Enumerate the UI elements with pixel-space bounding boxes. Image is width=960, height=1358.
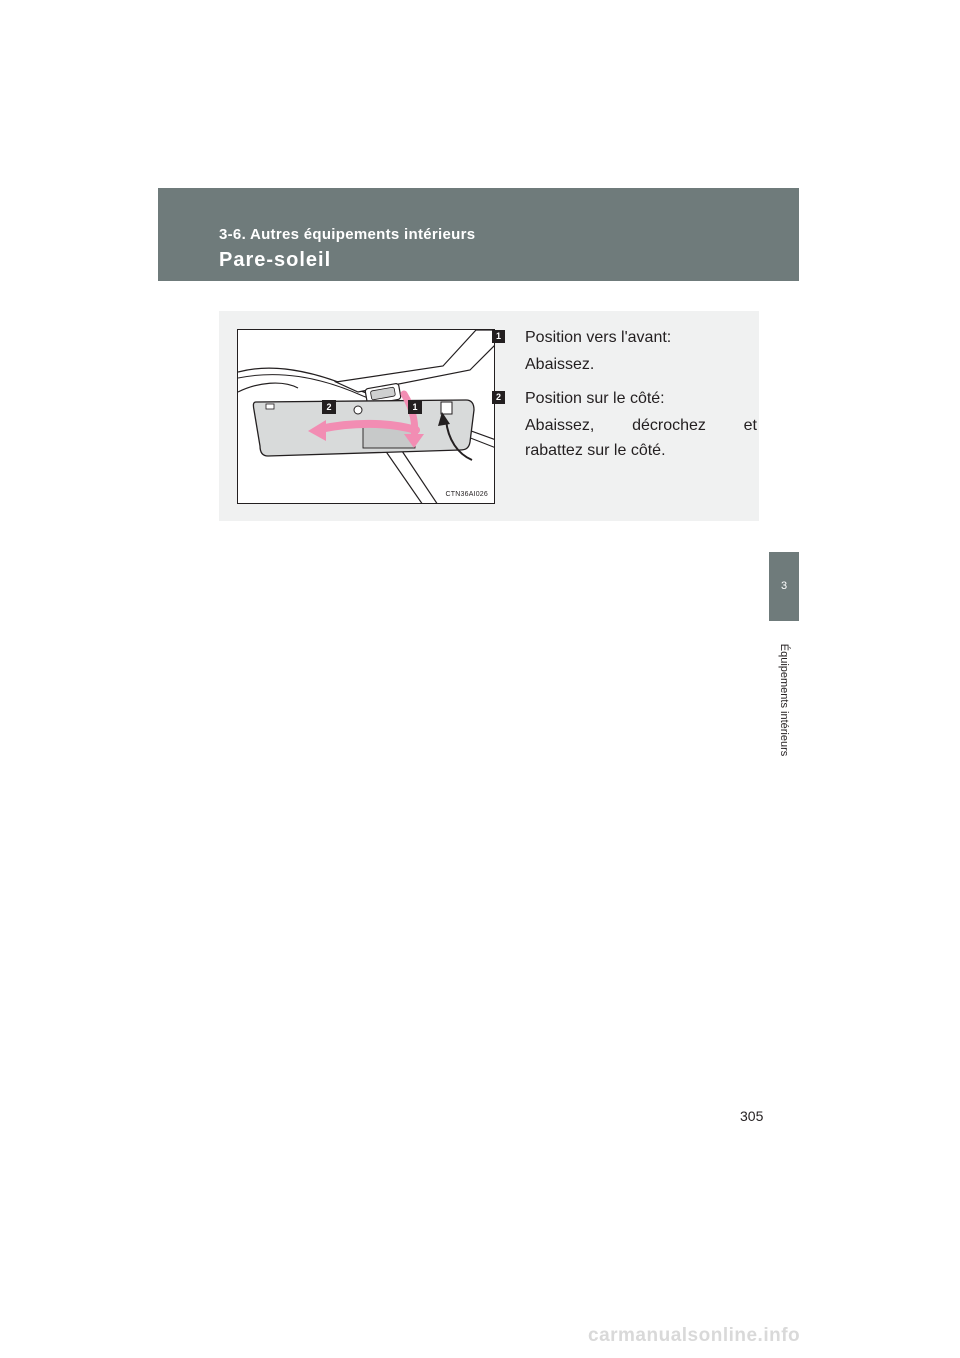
watermark: carmanualsonline.info (588, 1325, 801, 1346)
chapter-tab (769, 552, 799, 621)
step-description: Abaissez, décrochez et (525, 417, 757, 434)
step-badge: 1 (492, 330, 505, 343)
step-item (492, 386, 757, 463)
callout-badge-1: 1 (412, 402, 418, 412)
step-item (492, 325, 757, 377)
chapter-number: 3 (780, 580, 788, 592)
chapter-label: Équipements intérieurs (778, 643, 790, 757)
figure-code: CTN36AI026 (445, 491, 488, 498)
sun-visor-drawing (238, 330, 495, 504)
step-description: Abaissez. (525, 356, 595, 373)
step-description: rabattez sur le côté. (525, 442, 666, 459)
section-number: 3-6. Autres équipements intérieurs (219, 226, 476, 243)
section-header (158, 188, 799, 281)
page-number: 305 (740, 1108, 764, 1124)
callout-badge-2: 2 (326, 402, 332, 412)
step-list (492, 325, 757, 472)
sun-visor-illustration (237, 329, 495, 504)
instruction-panel (219, 311, 759, 521)
page-title: Pare-soleil (219, 249, 332, 271)
step-badge: 2 (492, 391, 505, 404)
step-title: Position sur le côté: (525, 390, 665, 407)
step-title: Position vers l'avant: (525, 329, 672, 346)
